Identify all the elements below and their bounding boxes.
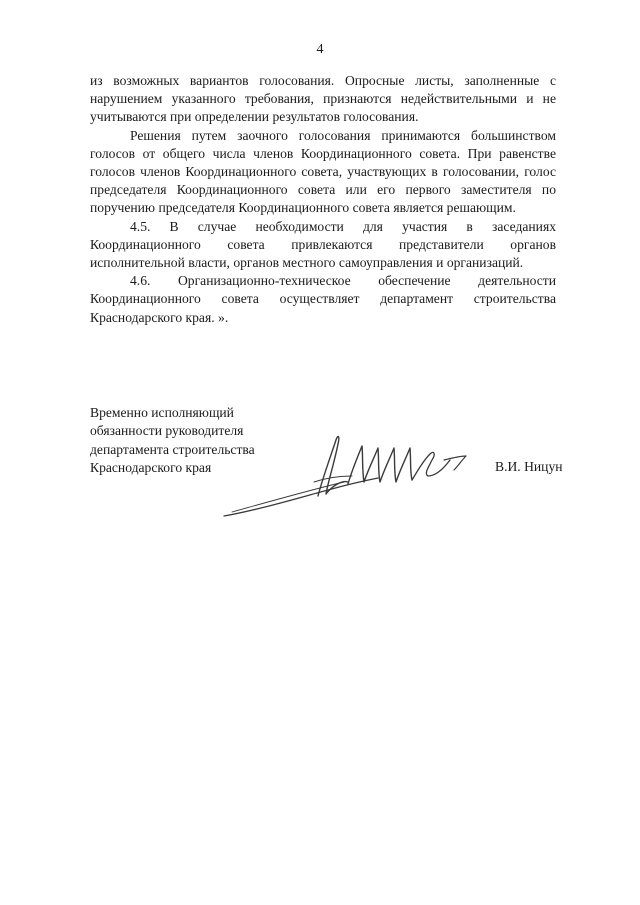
paragraph: Решения путем заочного голосования принимаются большинством голосов от общего числа членов Координационного совета. При равенстве голосов членов Координационного совета, участвующих в голосовании, голос председателя Координационного совета или его первого заместителя по поручению председателя Координационного совета является решающим. <box>90 127 556 216</box>
document-body <box>90 72 556 327</box>
paragraph: 4.5. В случае необходимости для участия в заседаниях Координационного совета привлекаются представители органов исполнительной власти, органов местного самоуправления и организаций. <box>90 218 556 271</box>
signatory-title-line: обязанности руководителя <box>90 423 244 439</box>
signatory-title-line: департамента строительства <box>90 441 255 457</box>
signature-block <box>90 404 570 524</box>
signatory-title-line: Краснодарского края <box>90 460 212 476</box>
page-number: 4 <box>316 42 324 57</box>
signatory-title-line: Временно исполняющий <box>90 405 234 420</box>
handwritten-signature <box>218 420 486 520</box>
paragraph: 4.6. Организационно-техническое обеспечение деятельности Координационного совета осуществляет департамент строительства Краснодарского края. ». <box>90 273 556 325</box>
paragraph: из возможных вариантов голосования. Опросные листы, заполненные с нарушением указанного требования, признаются недействительными и не учитываются при определении результатов голосования. <box>90 73 556 125</box>
signatory-name: В.И. Ницун <box>495 459 563 474</box>
